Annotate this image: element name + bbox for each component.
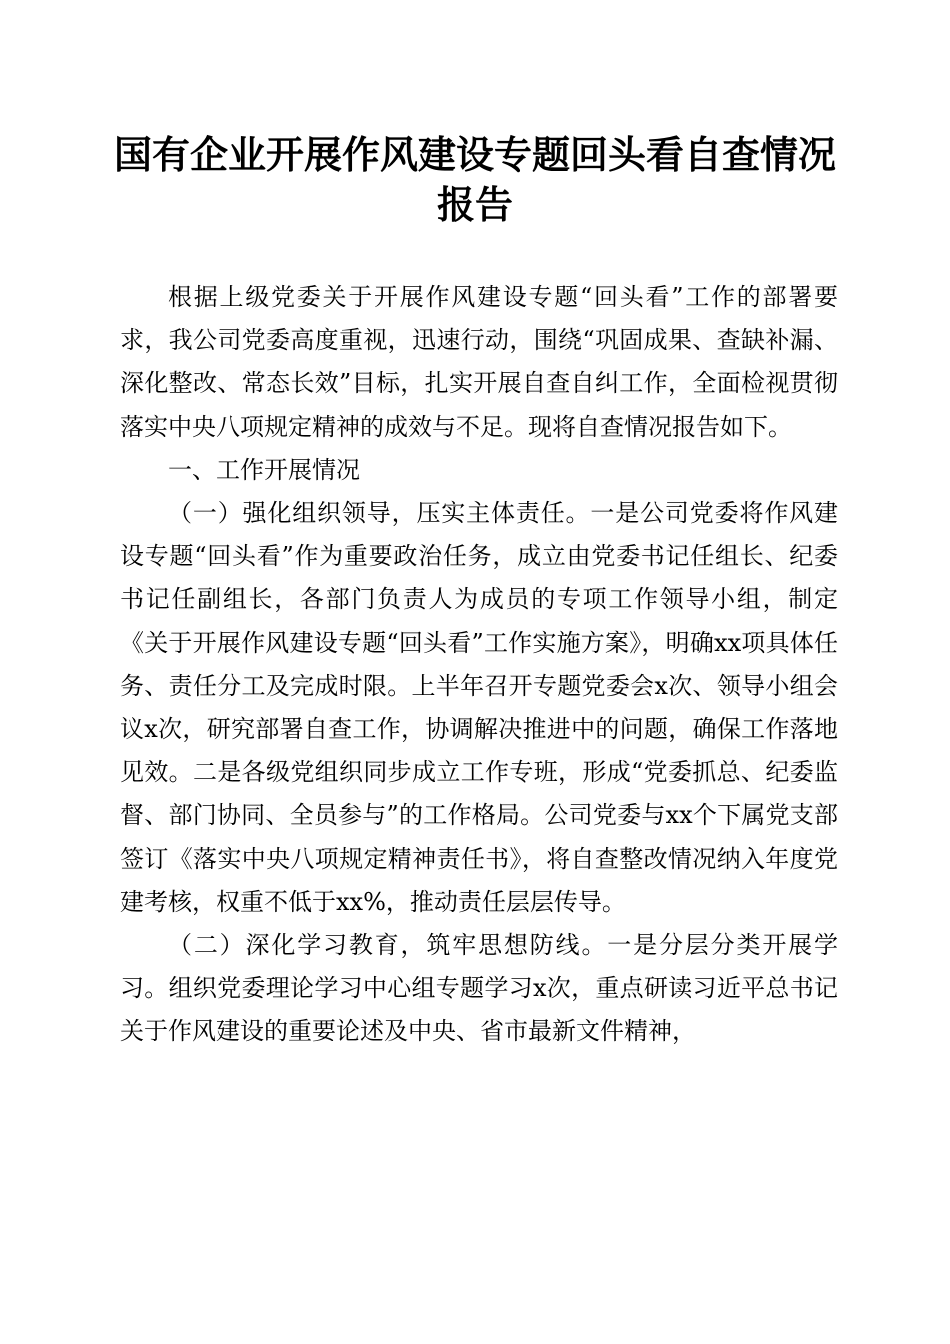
subsection-1-heading: （一）强化组织领导，压实主体责任。	[168, 499, 591, 528]
document-title: 国有企业开展作风建设专题回头看自查情况报告	[113, 132, 836, 227]
subsection-2-heading: （二）深化学习教育，筑牢思想防线。	[168, 931, 608, 960]
subsection-1-paragraph	[120, 492, 838, 924]
subsection-2-paragraph	[120, 924, 838, 1054]
intro-paragraph: 根据上级党委关于开展作风建设专题“回头看”工作的部署要求，我公司党委高度重视，迅速行动，围绕“巩固成果、查缺补漏、深化整改、常态长效”目标，扎实开展自查自纠工作，全面检视贯彻落实中央八项规定精神的成效与不足。现将自查情况报告如下。	[120, 283, 838, 441]
subsection-2-body: 一是分层分类开展学习。组织党委理论学习中心组专题学习x次，重点研读习近平总书记关于作风建设的重要论述及中央、省市最新文件精神，	[120, 931, 839, 1046]
document-body	[120, 276, 838, 1054]
subsection-1-body: 一是公司党委将作风建设专题“回头看”作为重要政治任务，成立由党委书记任组长、纪委书记任副组长，各部门负责人为成员的专项工作领导小组，制定《关于开展作风建设专题“回头看”工作实施方案》，明确xx项具体任务、责任分工及完成时限。上半年召开专题党委会x次、领导小组会议x次，研究部署自查工作，协调解决推进中的问题，确保工作落地见效。二是各级党组织同步成立工作专班，形成“党委抓总、纪委监督、部门协同、全员参与”的工作格局。公司党委与xx个下属党支部签订《落实中央八项规定精神责任书》，将自查整改情况纳入年度党建考核，权重不低于xx%，推动责任层层传导。	[120, 499, 839, 916]
section-heading: 一、工作开展情况	[168, 455, 360, 484]
